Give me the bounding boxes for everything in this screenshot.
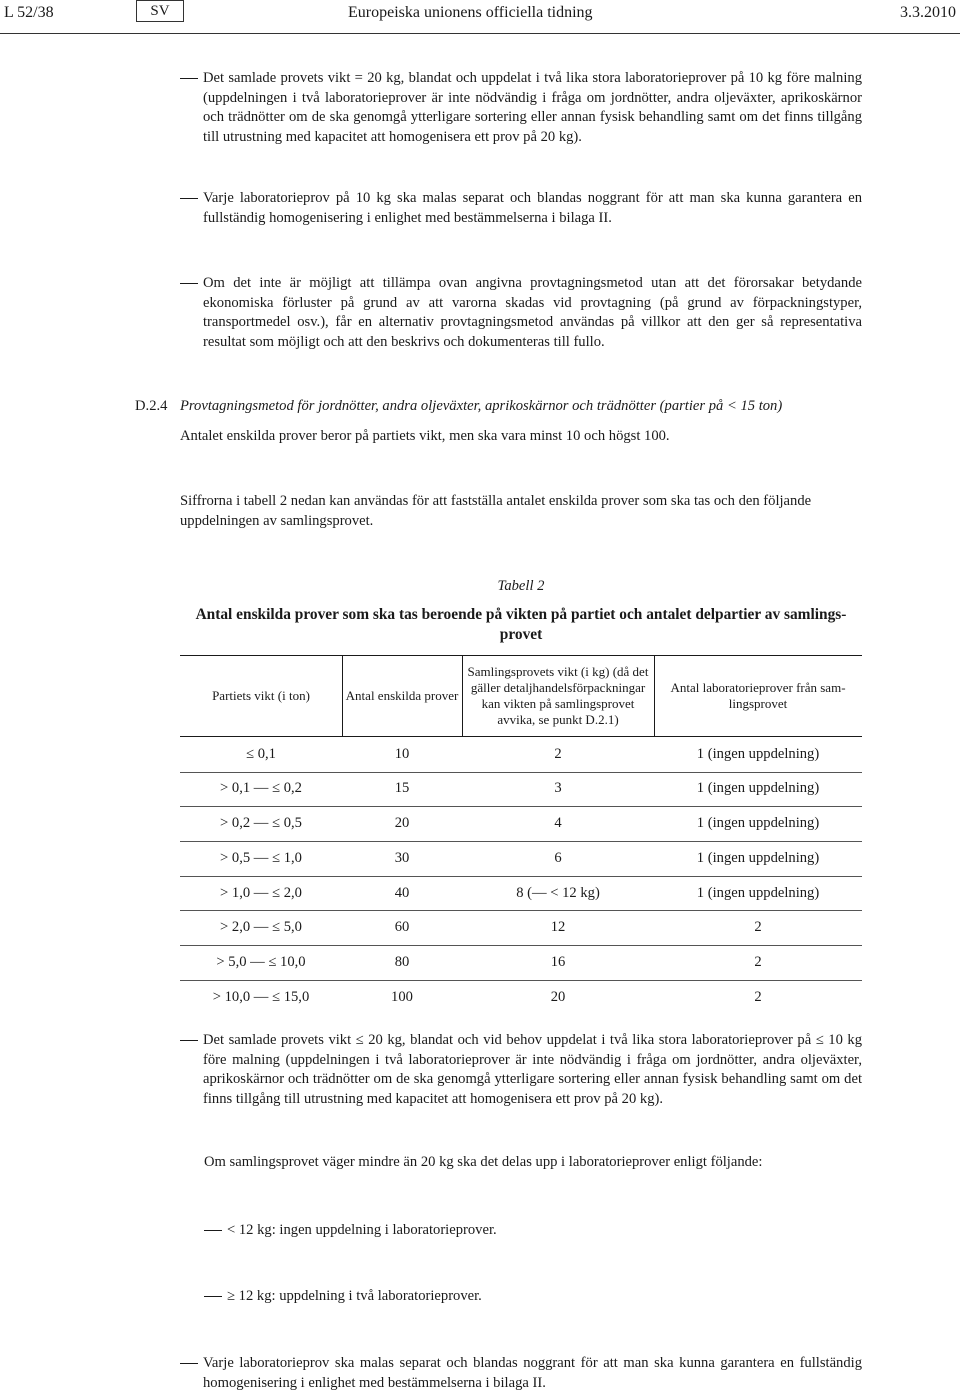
cell-aggregate-weight: 12 [550,919,566,936]
bullet-text: Varje laboratorieprov på 10 kg ska malas separat och blandas noggrant för att man ska kunna garantera en fullständig homogenisering i enlighet med bestämmelserna i bilaga II. [203,190,862,226]
header-rule [0,33,960,34]
bullet-text: Om det inte är möjligt att tillämpa ovan angivna provtagningsmetod utan att det förorsakar betydande ekonomiska förluster på grund av att varorna skadas vid provtagning (på grund av förpackningstyper, transportmedel osv.), får en alternativ provtagningsmetod användas på villkor att den ger så representativa resultat som möjligt och att den beskrivs och dokumenteras till fullo. [203,275,862,350]
after-bullet-1 [180,1031,862,1109]
table-row [180,980,862,1015]
cell-lab-samples: 1 (ingen uppdelning) [696,815,820,832]
section-number: D.2.4 [135,398,168,414]
section-paragraph-2: Siffrorna i tabell 2 nedan kan användas för att fastställa antalet enskilda prover som ska tas och den följande uppdelningen av samlingsprovet. [180,493,812,529]
column-header-lab-samples: Antal laboratorieprover från samlingsprovet [670,680,846,711]
table-row [180,945,862,981]
column-header-incremental-samples: Antal enskilda prover [345,688,459,703]
section-paragraph-1: Antalet enskilda prover beror på partiets vikt, men ska vara minst 10 och högst 100. [180,428,670,444]
cell-aggregate-weight: 6 [554,849,562,866]
cell-aggregate-weight: 3 [554,780,562,797]
cell-lot-weight: > 2,0 — ≤ 5,0 [220,919,302,936]
cell-aggregate-weight: 8 (— < 12 kg) [516,884,600,901]
sub-bullet-2 [204,1287,862,1307]
cell-lab-samples: 1 (ingen uppdelning) [696,780,820,797]
bullet-text: ≥ 12 kg: uppdelning i två laboratorieprover. [227,1288,482,1304]
bullet-text: Varje laboratorieprov ska malas separat och blandas noggrant för att man ska kunna garantera en fullständig homogenisering i enlighet med bestämmelserna i bilaga II. [203,1355,862,1391]
publication-date: 3.3.2010 [900,4,956,21]
section-title: Provtagningsmetod för jordnötter, andra oljeväxter, aprikoskärnor och trädnötter (partier på < 15 ton) [180,398,783,414]
cell-lab-samples: 2 [754,988,762,1005]
column-header-lot-weight: Partiets vikt (i ton) [212,688,310,703]
cell-lot-weight: ≤ 0,1 [246,745,276,762]
cell-lot-weight: > 0,2 — ≤ 0,5 [220,815,302,832]
language-code-box: SV [136,0,184,22]
column-header-aggregate-weight: Samlingsprovets vikt (i kg) (då det gäller detaljhandelsförpackningar kan vikten på samlingsprovet avvika, se punkt D.2.1) [467,664,649,727]
bullet-text: < 12 kg: ingen uppdelning i laboratorieprover. [227,1222,497,1238]
intro-bullet-3 [180,274,862,352]
table-row [180,806,862,842]
bullet-text: Det samlade provets vikt = 20 kg, blandat och uppdelat i två lika stora laboratorieprover på 10 kg före malning (uppdelningen i två laboratorieprover är inte nödvändig i fråga om jordnötter, andra oljeväxter, aprikoskärnor och trädnötter om de ska genomgå ytterligare sortering eller annan fysisk behandling samt om det finns tillgång till utrustning med kapacitet att homogenisera ett prov på 20 kg). [203,70,862,145]
table-row [180,737,862,773]
cell-incremental-samples: 100 [391,988,413,1005]
dash-marker [204,1230,222,1231]
cell-aggregate-weight: 4 [554,815,562,832]
bullet-text: Det samlade provets vikt ≤ 20 kg, blandat och vid behov uppdelat i två lika stora laboratorieprover på ≤ 10 kg före malning (uppdelningen i två laboratorieprover är inte nödvändig i fråga om jordnötter, andra oljeväxter, aprikoskärnor och trädnötter om de ska genomgå ytterligare sortering eller annan fysisk behandling samt om det finns tillgång till utrustning med kapacitet att homogenisera ett prov på 20 kg). [203,1032,862,1107]
cell-lot-weight: > 0,1 — ≤ 0,2 [220,780,302,797]
after-bullet-2 [180,1354,862,1393]
table-header-row [180,656,862,736]
cell-aggregate-weight: 20 [550,988,566,1005]
intro-bullet-2 [180,189,862,228]
table-caption: Tabell 2 [497,578,545,594]
table-heading: Antal enskilda prover som ska tas beroende på vikten på partiet och antalet delpartier av samlingsprovet [195,606,847,643]
cell-lab-samples: 1 (ingen uppdelning) [696,745,820,762]
dash-marker [180,78,198,79]
intro-bullet-1 [180,69,862,147]
cell-incremental-samples: 20 [394,815,410,832]
cell-lab-samples: 2 [754,919,762,936]
cell-aggregate-weight: 16 [550,953,566,970]
sub-intro-paragraph: Om samlingsprovet väger mindre än 20 kg ska det delas upp i laboratorieprover enligt följande: [204,1154,763,1170]
dash-marker [204,1296,222,1297]
journal-title: Europeiska unionens officiella tidning [348,4,593,21]
cell-incremental-samples: 80 [394,953,410,970]
page-reference: L 52/38 [4,4,54,21]
cell-incremental-samples: 15 [394,780,410,797]
page-header [0,0,960,30]
dash-marker [180,283,198,284]
table-row [180,876,862,912]
cell-aggregate-weight: 2 [554,745,562,762]
cell-lab-samples: 2 [754,953,762,970]
dash-marker [180,198,198,199]
cell-incremental-samples: 30 [394,849,410,866]
sub-bullet-1 [204,1221,862,1241]
cell-lot-weight: > 1,0 — ≤ 2,0 [220,884,302,901]
cell-incremental-samples: 40 [394,884,410,901]
cell-lab-samples: 1 (ingen uppdelning) [696,849,820,866]
dash-marker [180,1363,198,1364]
cell-lab-samples: 1 (ingen uppdelning) [696,884,820,901]
table-row [180,841,862,877]
table-row [180,911,862,947]
cell-incremental-samples: 60 [394,919,410,936]
cell-lot-weight: > 10,0 — ≤ 15,0 [212,988,310,1005]
cell-incremental-samples: 10 [394,745,410,762]
table-row [180,772,862,808]
cell-lot-weight: > 0,5 — ≤ 1,0 [220,849,302,866]
dash-marker [180,1040,198,1041]
cell-lot-weight: > 5,0 — ≤ 10,0 [216,953,306,970]
